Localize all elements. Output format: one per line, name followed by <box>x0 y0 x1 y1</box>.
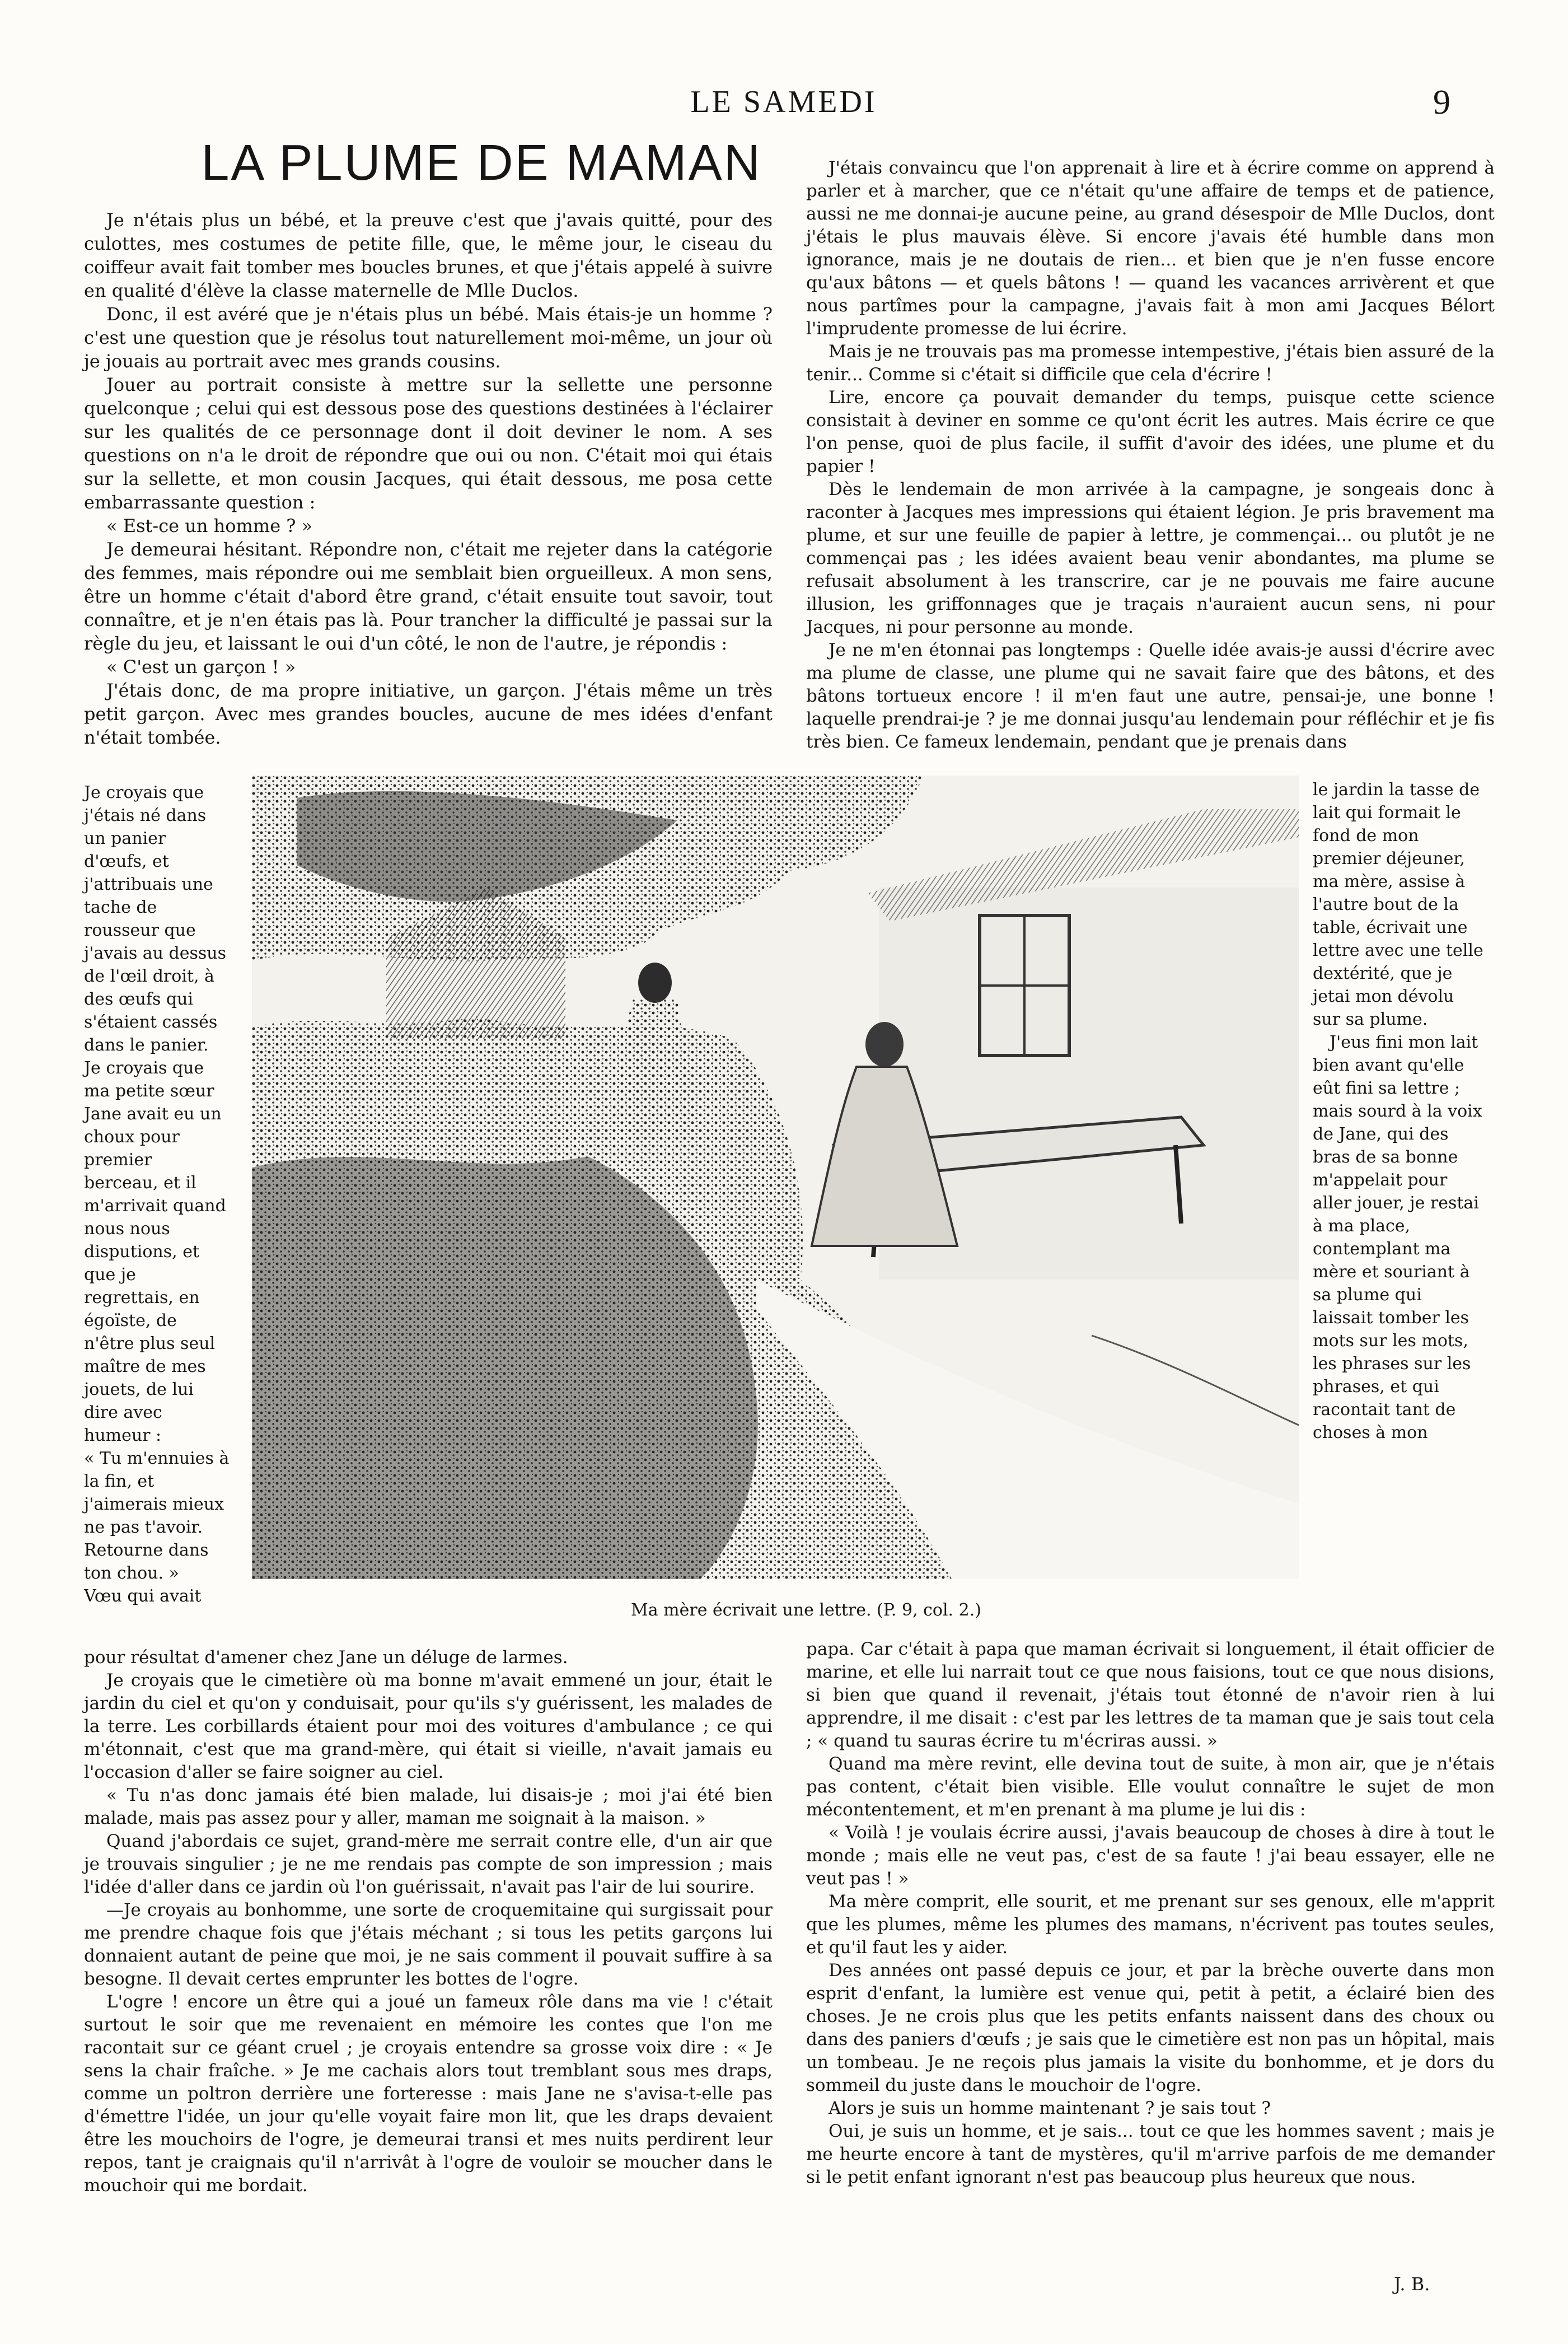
paragraph: Dès le lendemain de mon arrivée à la campagne, je songeais donc à raconter à Jacques mes impressions qui étaient légion. Je pris bravement ma plume, et sur une feuille de papier à lettre, je commençai... ou plutôt je ne commençai pas ; les idées avaient beau venir abondantes, ma plume se refusait absolument à les transcrire, car je ne pouvais me faire aucune illusion, les griffonnages que je traçais n'auraient aucun sens, ni pour Jacques, ni pour personne au monde. <box>806 479 1495 637</box>
paragraph: Oui, je suis un homme, et je sais... tout ce que les hommes savent ; mais je me heurte encore à tant de mystères, qu'il m'arrive parfois de me demander si le petit enfant ignorant n'est pas beaucoup plus heureux que nous. <box>806 2121 1495 2187</box>
paragraph: J'étais convaincu que l'on apprenait à lire et à écrire comme on apprend à parler et à marcher, que ce n'était qu'une affaire de temps et de patience, aussi ne me donnai-je aucune peine, au grand désespoir de Mlle Duclos, dont j'étais le plus mauvais élève. Si encore j'avais été humble dans mon ignorance, mais je ne doutais de rien... et bien que je n'en fusse encore qu'aux bâtons — et quels bâtons ! — quand les vacances arrivèrent et que nous partîmes pour la campagne, j'avais fait à mon ami Jacques Bélort l'imprudente promesse de lui écrire. <box>806 158 1495 339</box>
paragraph: Donc, il est avéré que je n'étais plus un bébé. Mais étais-je un homme ? c'est une question que je résolus tout naturellement moi-même, un jour où je jouais au portrait avec mes grands cousins. <box>84 303 773 372</box>
paragraph: Vœu qui avait <box>84 1586 202 1606</box>
right-column <box>806 157 1495 754</box>
paragraph: Quand ma mère revint, elle devina tout de suite, à mon air, que je n'étais pas content, c'était bien visible. Elle voulut connaître le sujet de mon mécontentement, et m'en prenant à ma plume je lui dis : <box>806 1754 1495 1820</box>
paragraph: Quand j'abordais ce sujet, grand-mère me serrait contre elle, d'un air que je trouvais singulier ; je ne me rendais pas compte de son impression ; mais l'idée d'aller dans ce jardin où l'on guérissait, n'avait pas l'air de lui sourire. <box>84 1831 773 1897</box>
right-column-bottom <box>806 1638 1495 2189</box>
paragraph: « Voilà ! je voulais écrire aussi, j'avais beaucoup de choses à dire à tout le monde ; mais elle ne veut pas, c'est de sa faute ! j'ai beau essayer, elle ne veut pas ! » <box>806 1823 1495 1889</box>
paragraph: Mais je ne trouvais pas ma promesse intempestive, j'étais bien assuré de la tenir... Comme si c'était si difficile que cela d'écrire ! <box>806 342 1495 385</box>
paragraph: pour résultat d'amener chez Jane un déluge de larmes. <box>84 1647 568 1668</box>
illustration-garden-scene <box>252 776 1299 1579</box>
paragraph: Je n'étais plus un bébé, et la preuve c'est que j'avais quitté, pour des culottes, mes costumes de petite fille, que, le même jour, le ciseau du coiffeur avait fait tomber mes boucles brunes, et que j'étais appelé à suivre en qualité d'élève la classe maternelle de Mlle Duclos. <box>84 209 773 301</box>
signature: J. B. <box>1394 2273 1430 2295</box>
paragraph: Alors je suis un homme maintenant ? je sais tout ? <box>829 2098 1271 2118</box>
paragraph: Je ne m'en étonnai pas longtemps : Quelle idée avais-je aussi d'écrire avec ma plume de classe, une plume qui ne savait faire que des bâtons, et des bâtons tortueux encore ! il m'en faut une autre, pensai-je, une bonne ! laquelle prendrai-je ? je me donnai jusqu'au lendemain pour réfléchir et je fis très bien. Ce fameux lendemain, pendant que je prenais dans <box>806 640 1495 752</box>
paragraph: Je croyais que j'étais né dans un panier d'œufs, et j'attribuais une tache de rousseur que j'avais au dessus de l'œil droit, à des œufs qui s'étaient cassés dans le panier. <box>84 783 227 1055</box>
left-narrow-column <box>84 781 230 1608</box>
article-title: LA PLUME DE MAMAN <box>201 135 762 191</box>
paragraph: Je demeurai hésitant. Répondre non, c'était me rejeter dans la catégorie des femmes, mais répondre oui me semblait bien orgueilleux. A mon sens, être un homme c'était d'abord être grand, c'était ensuite tout savoir, tout connaître, et je n'en étais pas là. Pour trancher la difficulté je passai sur la règle du jeu, et laissant le oui d'un côté, le non de l'autre, je répondis : <box>84 539 773 654</box>
illustration-caption: Ma mère écrivait une lettre. (P. 9, col. 2.) <box>631 1600 981 1620</box>
paragraph: papa. Car c'était à papa que maman écrivait si longuement, il était officier de marine, et elle lui narrait tout ce que nous faisions, tout ce que nous disions, si bien que quand il revenait, j'étais tout étonné de n'avoir rien à lui apprendre, il me disait : c'est par les lettres de ta maman que je sais tout cela ; « quand tu sauras écrire tu m'écriras aussi. » <box>806 1639 1495 1751</box>
left-column-bottom <box>84 1646 773 2197</box>
paragraph: « C'est un garçon ! » <box>106 656 296 678</box>
left-column <box>84 208 773 749</box>
paragraph: Jouer au portrait consiste à mettre sur la sellette une personne quelconque ; celui qui est dessous pose des questions destinées à l'éclairer sur les qualités de ce personnage dont il doit deviner le nom. A ses questions on n'a le droit de répondre que oui ou non. C'était moi qui étais sur la sellette, et mon cousin Jacques, qui était dessous, me posa cette embarrassante question : <box>84 374 773 513</box>
paragraph: « Est-ce un homme ? » <box>106 515 313 536</box>
paragraph: J'étais donc, de ma propre initiative, un garçon. J'étais même un très petit garçon. Avec mes grandes boucles, aucune de mes idées d'enfant n'était tombée. <box>84 680 773 748</box>
paragraph: J'eus fini mon lait bien avant qu'elle eût fini sa lettre ; mais sourd à la voix de Jane, qui des bras de sa bonne m'appelait pour aller jouer, je restai à ma place, contemplant ma mère et souriant à sa plume qui laissait tomber les mots sur les mots, les phrases sur les phrases, et qui racontait tant de choses à mon <box>1313 1033 1482 1442</box>
paragraph: L'ogre ! encore un être qui a joué un fameux rôle dans ma vie ! c'était surtout le soir que me revenaient en mémoire les contes que l'on me racontait sur ce géant cruel ; je croyais entendre sa grosse voix dire : « Je sens la chair fraîche. » Je me cachais alors tout tremblant sous mes draps, comme un poltron derrière une forteresse : mais Jane ne s'avisa-t-elle pas d'émettre l'idée, un jour qu'elle voyait faire mon lit, que les draps devaient être les mouchoirs de l'ogre, je demeurai transi et mes nuits perdirent leur repos, tant je craignais qu'il n'arrivât à l'ogre de vouloir se moucher dans le mouchoir qui me bordait. <box>84 1992 773 2196</box>
paragraph: —Je croyais au bonhomme, une sorte de croquemitaine qui surgissait pour me prendre chaque fois que j'étais méchant ; si tous les petits garçons lui donnaient autant de peine que moi, je ne sais comment il pouvait suffire à sa besogne. Il devait certes emprunter les bottes de l'ogre. <box>84 1900 773 1989</box>
masthead: LE SAMEDI <box>690 85 877 119</box>
paragraph: le jardin la tasse de lait qui formait le fond de mon premier déjeuner, ma mère, assise à l'autre bout de la table, écrivait une lettre avec une telle dextérité, que je jetai mon dévolu sur sa plume. <box>1313 780 1483 1029</box>
paragraph: « Tu m'ennuies à la fin, et j'aimerais mieux ne pas t'avoir. Retourne dans ton chou. » <box>84 1449 230 1583</box>
paragraph: Des années ont passé depuis ce jour, et par la brèche ouverte dans mon esprit d'enfant, la lumière est venue qui, petit à petit, a éclairé bien des choses. Je ne crois plus que les petits enfants naissent dans des choux ou dans des paniers d'œufs ; je sais que le cimetière est non pas un hôpital, mais un tombeau. Je ne reçois plus jamais la visite du bonhomme, et je dors du sommeil du juste dans le mouchoir de l'ogre. <box>806 1960 1495 2095</box>
paragraph: Lire, encore ça pouvait demander du temps, puisque cette science consistait à deviner en somme ce qu'ont écrit les autres. Mais écrire ce que l'on pense, quoi de plus facile, il suffit d'avoir des idées, une plume et du papier ! <box>806 387 1495 477</box>
page-number: 9 <box>1433 83 1450 122</box>
paragraph: « Tu n'as donc jamais été bien malade, lui disais-je ; moi j'ai été bien malade, mais pas assez pour y aller, maman me soignait à la maison. » <box>84 1785 773 1828</box>
paragraph: Je croyais que le cimetière où ma bonne m'avait emmené un jour, était le jardin du ciel et qu'on y conduisait, pour qu'ils s'y guérissent, les malades de la terre. Les corbillards étaient pour moi des voitures d'ambulance ; ce qui m'étonnait, c'est que ma grand-mère, qui était si vieille, n'avait jamais eu l'occasion d'aller se faire soigner au ciel. <box>84 1670 773 1782</box>
right-narrow-column <box>1313 778 1486 1444</box>
paragraph: Ma mère comprit, elle sourit, et me prenant sur ses genoux, elle m'apprit que les plumes, même les plumes des mamans, n'écrivent pas toutes seules, et qu'il faut les y aider. <box>806 1892 1495 1958</box>
paragraph: Je croyais que ma petite sœur Jane avait eu un choux pour premier berceau, et il m'arrivait quand nous nous disputions, et que je regrettais, en égoïste, de n'être plus seul maître de mes jouets, de lui dire avec humeur : <box>84 1058 226 1445</box>
